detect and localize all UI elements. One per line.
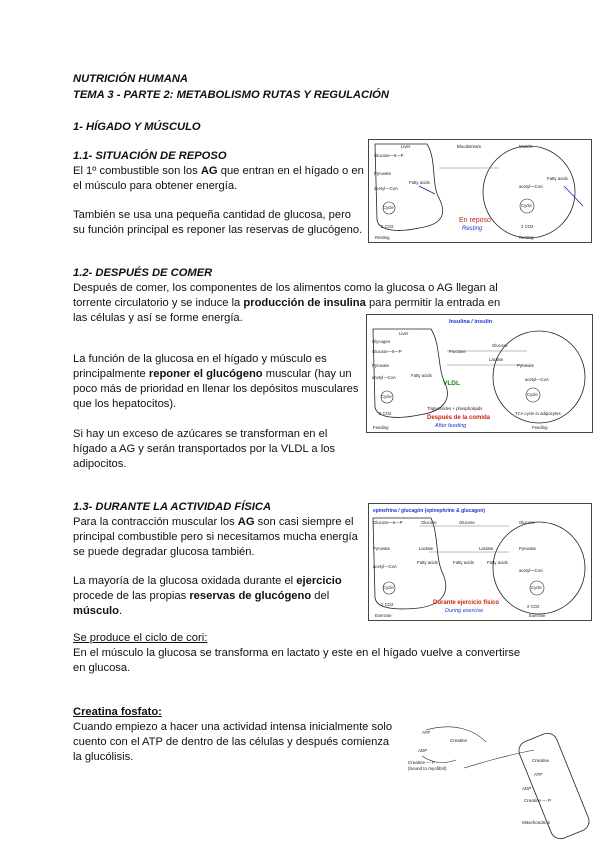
fig2-acetylcoa: acetyl—CoA — [372, 375, 396, 380]
cori-text: En el músculo la glucosa se transforma en lactato y este en el hígado vuelve a convertirse en glucosa. — [73, 647, 521, 674]
fig1-muscle-label: Muscle — [519, 144, 533, 149]
fig4-adp: ADP — [418, 748, 428, 753]
fig1-bloodstream-label: Bloodstream — [457, 144, 482, 149]
fig2-header: Insulina / insulin — [449, 319, 493, 325]
fig3-co2-muscle: 2 CO2 — [527, 604, 540, 609]
fig1-fatty: Fatty acids — [409, 180, 430, 185]
fig3-header: epinefrina / glucagón (epinephrine & glucagon) — [373, 508, 485, 514]
fig3-cycle-muscle: Cycle — [531, 585, 542, 590]
fig4-creatine-top: Creatine — [450, 738, 468, 743]
fig3-pyruvate-muscle: Pyruvate — [519, 546, 536, 551]
fig1-cycle: Cycle — [383, 205, 394, 210]
fig4-adp-mito: ADP — [522, 786, 532, 791]
fig2-glycogen: Glycogen — [372, 339, 391, 344]
fig1-acetylcoa: acetyl—CoA — [374, 186, 398, 191]
fig4-creatine-p-mito: Creatine — P — [524, 798, 552, 803]
doc-title: NUTRICIÓN HUMANA — [73, 73, 188, 85]
paragraph-eating-1: Después de comer, los componentes de los alimentos como la glucosa o AG llegan al torrente circulatorio y se induce la producción de insulina para permitir la entrada en las células y así se forme energía. — [73, 282, 501, 324]
fig3-glucose-muscle: Glucose — [519, 520, 535, 525]
fig3-fatty-blood: Fatty acids — [453, 560, 474, 565]
fig3-caption-es: Durante ejercicio físico — [433, 600, 500, 606]
fig3-cycle: Cycle — [383, 585, 394, 590]
creatina-text: Cuando empiezo a hacer una actividad intensa inicialmente solo cuento con el ATP de dentro de las células y después comienza la glucólisis. — [73, 721, 393, 763]
figure-creatine-phosphate-diagram — [404, 720, 590, 844]
fig3-acetylcoa: acetyl—CoA — [373, 564, 397, 569]
fig2-vldl: VLDL — [443, 380, 460, 387]
fig1-co2: 2 CO2 — [381, 224, 394, 229]
fig2-pyruvate-muscle: Pyruvate — [517, 363, 534, 368]
paragraph-eating-3: Si hay un exceso de azúcares se transforman en el hígado a AG y serán transportados por la VLDL a los adipocitos. — [73, 428, 336, 470]
fig1-resting-left: Resting — [375, 235, 390, 240]
fig4-creatine-p: Creatine — P — [408, 760, 436, 765]
paragraph-eating-2: La función de la glucosa en el hígado y músculo es principalmente reponer el glucógeno muscular (hay un poco más de prioridad en llenar los depósitos musculares que los hepatocitos). — [73, 353, 359, 410]
fig3-glucose-liver: Glucose — [421, 520, 437, 525]
fig1-cycle-muscle: Cycle — [521, 203, 532, 208]
fig1-resting-right: Resting — [519, 235, 534, 240]
creatina-heading: Creatina fosfato: — [73, 706, 162, 718]
fig1-liver-label: Liver — [401, 144, 411, 149]
fig4-mito-label: Mitochondrion — [522, 820, 551, 825]
fig1-caption-es: En reposo — [459, 217, 491, 224]
doc-subtitle: TEMA 3 - PARTE 2: METABOLISMO RUTAS Y REGULACIÓN — [73, 89, 389, 101]
fig1-caption-en: Resting — [462, 226, 483, 232]
fig3-fatty-liver: Fatty acids — [417, 560, 438, 565]
paragraph-exercise-2: La mayoría de la glucosa oxidada durante el ejercicio procede de las propias reservas de glucógeno del músculo. — [73, 575, 342, 617]
fig2-fructose: Fructose — [449, 349, 466, 354]
fig2-fatty: Fatty acids — [411, 373, 432, 378]
paragraph-exercise-1: Para la contracción muscular los AG son casi siempre el principal combustible pero si necesitamos mucha energía se puede degradar glucosa también. — [73, 516, 358, 558]
fig4-creatine-mito: Creatine — [532, 758, 550, 763]
fig4-bound: (bound to myofibril) — [408, 766, 447, 771]
fig1-glucose6p: Glucose—6—P — [374, 153, 404, 158]
fig2-pyruvate: Pyruvate — [372, 363, 389, 368]
fig3-caption-en: During exercise — [445, 608, 484, 614]
fig4-atp-mito: ATP — [534, 772, 543, 777]
figure-exercise-diagram — [368, 503, 592, 621]
fig2-lactate: Lactate — [489, 357, 504, 362]
fig2-caption-es: Después de la comida — [427, 415, 491, 421]
fig3-co2: 2 CO2 — [381, 602, 394, 607]
fig2-feeding-right: Feeding — [532, 425, 548, 430]
fig2-cycle-muscle: Cycle — [527, 392, 538, 397]
cori-title: Se produce el ciclo de cori: — [73, 632, 208, 644]
fig3-exercise-right: Exercise — [529, 613, 546, 618]
fig3-fatty-muscle: Fatty acids — [487, 560, 508, 565]
fig2-tca: TCA cycle in adipocytes — [515, 411, 561, 416]
fig2-liver-label: Liver — [399, 331, 409, 336]
section-heading: 1- HÍGADO Y MÚSCULO — [73, 121, 201, 133]
fig2-feeding-left: Feeding — [373, 425, 389, 430]
fig3-acetylcoa-muscle: acetyl—CoA — [519, 568, 543, 573]
fig2-glucose6p: Glucose—6—P — [372, 349, 402, 354]
fig3-glucose6p: Glucose—6—P — [373, 520, 403, 525]
fig1-fatty-muscle: Fatty acids — [547, 176, 568, 181]
fig1-acetylcoa-muscle: acetyl—CoA — [519, 184, 543, 189]
fig3-lactate-liver: Lactate — [419, 546, 434, 551]
fig2-glucose: Glucose — [492, 343, 508, 348]
fig3-glucose-blood: Glucose — [459, 520, 475, 525]
fig4-atp: ATP — [422, 730, 431, 735]
fig1-co2-muscle: 2 CO2 — [521, 224, 534, 229]
subsection-heading-rest: 1.1- SITUACIÓN DE REPOSO — [73, 150, 227, 162]
fig2-co2: 2 CO2 — [379, 411, 392, 416]
fig2-acetylcoa-muscle: acetyl—CoA — [525, 377, 549, 382]
figure-resting-diagram — [368, 139, 592, 243]
paragraph-rest-1: El 1º combustible son los AG que entran en el hígado o en el músculo para obtener energía. — [73, 165, 364, 192]
fig2-caption-en: After feeding — [435, 423, 467, 429]
fig3-exercise-left: Exercise — [375, 613, 392, 618]
fig1-pyruvate: Pyruvate — [374, 171, 391, 176]
fig2-triglycerides: Triglycerides + phospholipids — [427, 406, 483, 411]
paragraph-rest-2: También se usa una pequeña cantidad de glucosa, pero su función principal es reponer las reservas de glucógeno. — [73, 209, 363, 236]
fig3-lactate-muscle: Lactate — [479, 546, 494, 551]
subsection-heading-exercise: 1.3- DURANTE LA ACTIVIDAD FÍSICA — [73, 501, 272, 513]
fig2-cycle: Cycle — [381, 394, 392, 399]
fig3-pyruvate: Pyruvate — [373, 546, 390, 551]
subsection-heading-after-eating: 1.2- DESPUÉS DE COMER — [73, 267, 213, 279]
figure-after-feeding-diagram — [366, 314, 593, 433]
